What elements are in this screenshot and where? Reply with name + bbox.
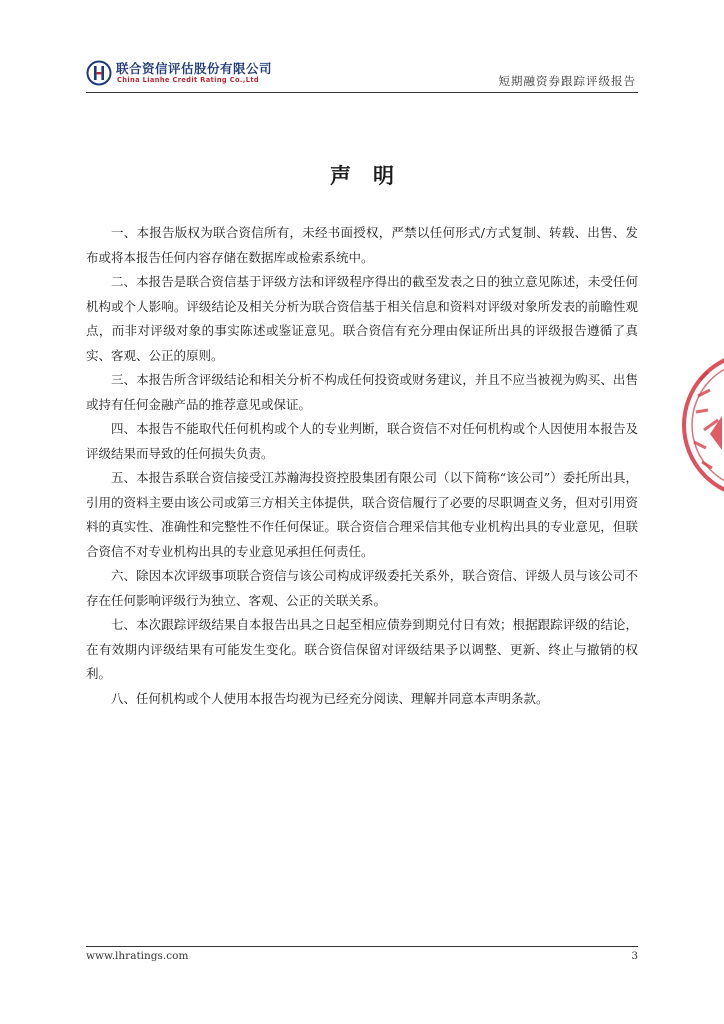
declaration-paragraph-2: 二、本报告是联合资信基于评级方法和评级程序得出的截至发表之日的独立意见陈述，未受任何机构或个人影响。评级结论及相关分析为联合资信基于相关信息和资料对评级对象所发表的前瞻性观点，而非对评级对象的事实陈述或鉴证意见。联合资信有充分理由保证所出具的评级报告遵循了真实、客观、公正的原则。 xyxy=(86,274,638,363)
declaration-paragraph-8: 八、任何机构或个人使用本报告均视为已经充分阅读、理解并同意本声明条款。 xyxy=(111,690,549,706)
page-number: 3 xyxy=(631,950,638,962)
footer-website: www.lhratings.com xyxy=(86,950,189,962)
company-name-en: China Lianhe Credit Rating Co.,Ltd xyxy=(117,76,259,84)
header-divider xyxy=(86,92,638,93)
declaration-paragraph-6: 六、除因本次评级事项联合资信与该公司构成评级委托关系外，联合资信、评级人员与该公司不存在任何影响评级行为独立、客观、公正的关联关系。 xyxy=(86,568,638,608)
page-title: 声明 xyxy=(330,163,416,188)
declaration-paragraph-3: 三、本报告所含评级结论和相关分析不构成任何投资或财务建议，并且不应当被视为购买、出售或持有任何金融产品的推荐意见或保证。 xyxy=(86,372,638,412)
partial-seal-stamp-icon xyxy=(678,350,724,500)
page-header xyxy=(86,56,638,90)
declaration-paragraph-5: 五、本报告系联合资信接受江苏瀚海投资控股集团有限公司（以下简称“该公司”）委托所出具，引用的资料主要由该公司或第三方相关主体提供，联合资信履行了必要的尽职调查义务，但对引用资料的真实性、准确性和完整性不作任何保证。联合资信合理采信其他专业机构出具的专业意见，但联合资信不对专业机构出具的专业意见承担任何责任。 xyxy=(86,470,638,559)
company-name-cn: 联合资信评估股份有限公司 xyxy=(116,61,273,76)
lianhe-logo-icon xyxy=(86,60,112,86)
footer-divider xyxy=(86,946,638,947)
declaration-paragraph-1: 一、本报告版权为联合资信所有，未经书面授权，严禁以任何形式/方式复制、转载、出售、发布或将本报告任何内容存储在数据库或检索系统中。 xyxy=(86,225,638,265)
declaration-paragraph-7: 七、本次跟踪评级结果自本报告出具之日起至相应债券到期兑付日有效；根据跟踪评级的结论，在有效期内评级结果有可能发生变化。联合资信保留对评级结果予以调整、更新、终止与撤销的权利。 xyxy=(86,617,638,681)
declaration-body xyxy=(86,221,638,711)
declaration-paragraph-4: 四、本报告不能取代任何机构或个人的专业判断，联合资信不对任何机构或个人因使用本报告及评级结果而导致的任何损失负责。 xyxy=(86,421,638,461)
report-type-label: 短期融资券跟踪评级报告 xyxy=(498,74,636,88)
